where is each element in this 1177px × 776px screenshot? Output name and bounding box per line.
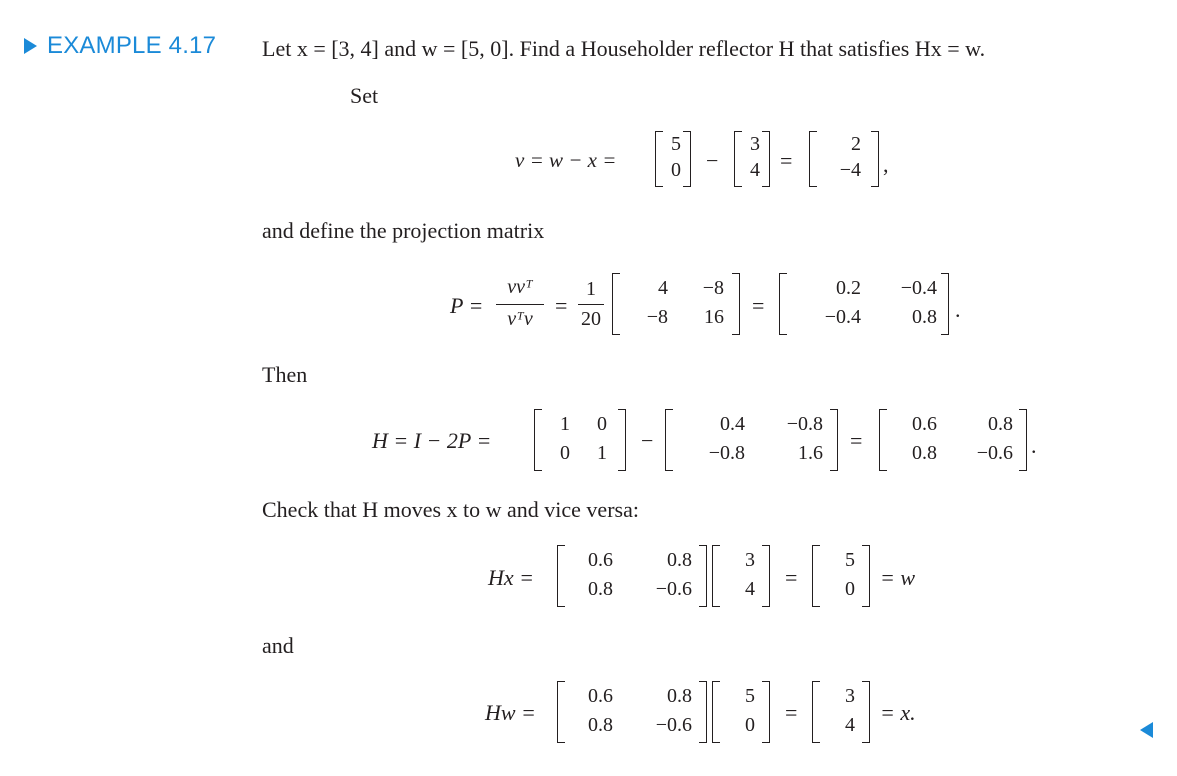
left-triangle-icon	[1140, 722, 1153, 738]
matrix-cell: 0.8	[588, 578, 613, 600]
eq4-tail: = w	[880, 565, 916, 590]
vector-x	[812, 681, 870, 743]
eq2-equals: =	[555, 293, 568, 318]
matrix-cell: −8	[646, 306, 668, 328]
vector-cell: 2	[851, 133, 861, 155]
fraction-numerator: vvᵀ	[507, 276, 533, 298]
define-text: and define the projection matrix	[262, 218, 545, 243]
matrix-2p	[665, 409, 838, 471]
eq5-tail: = x.	[880, 700, 916, 725]
eq2-equals: =	[752, 293, 765, 318]
matrix-cell: −0.4	[824, 306, 861, 328]
matrix-h	[557, 681, 707, 743]
vector-w	[712, 681, 770, 743]
vector-cell: 5	[671, 133, 681, 155]
right-triangle-icon	[24, 38, 37, 54]
eq5-equals: =	[785, 700, 798, 725]
matrix-cell: 0.8	[667, 549, 692, 571]
matrix-vvt	[612, 273, 740, 335]
eq1-lhs: v = w − x =	[515, 148, 617, 172]
vector-cell: −4	[839, 159, 861, 181]
matrix-cell: 0.2	[836, 277, 861, 299]
matrix-cell: 0	[597, 413, 607, 435]
matrix-cell: 0.6	[588, 549, 613, 571]
fraction-denominator: vᵀv	[507, 308, 533, 330]
vector-cell: 4	[745, 578, 755, 600]
matrix-cell: 0.4	[720, 413, 745, 435]
vector-x	[712, 545, 770, 607]
problem-statement: Let x = [3, 4] and w = [5, 0]. Find a Householder reflector H that satisfies Hx = w.	[262, 36, 986, 61]
eq5-lhs: Hw =	[485, 700, 536, 725]
matrix-cell: −0.6	[655, 714, 692, 736]
vector-cell: 5	[745, 685, 755, 707]
vector-cell: 3	[750, 133, 760, 155]
vector-v	[809, 131, 879, 187]
fraction-numerator: 1	[586, 278, 596, 300]
matrix-cell: −0.4	[900, 277, 937, 299]
vector-cell: 0	[671, 159, 681, 181]
identity-matrix	[534, 409, 626, 471]
fraction-bar	[496, 304, 544, 305]
matrix-cell: −8	[702, 277, 724, 299]
eq3-lhs: H = I − 2P =	[372, 428, 492, 453]
matrix-cell: 0.8	[667, 685, 692, 707]
vector-cell: 0	[845, 578, 855, 600]
eq3-equals: =	[850, 428, 863, 453]
vector-cell: 4	[750, 159, 760, 181]
fraction-bar	[578, 304, 604, 305]
matrix-cell: −0.8	[708, 442, 745, 464]
matrix-cell: 4	[658, 277, 668, 299]
vector-cell: 3	[845, 685, 855, 707]
vector-w	[655, 131, 691, 187]
matrix-cell: 1.6	[798, 442, 823, 464]
and-text: and	[262, 633, 294, 658]
matrix-p	[779, 273, 949, 335]
eq4-lhs: Hx =	[488, 565, 534, 590]
eq3-tail: .	[1031, 433, 1037, 458]
eq3-minus: −	[641, 428, 654, 453]
fraction-denominator: 20	[581, 308, 601, 330]
set-text: Set	[350, 83, 379, 108]
matrix-cell: 16	[704, 306, 724, 328]
matrix-cell: 1	[560, 413, 570, 435]
matrix-cell: 0.8	[588, 714, 613, 736]
matrix-cell: −0.6	[655, 578, 692, 600]
matrix-h	[879, 409, 1027, 471]
vector-cell: 3	[745, 549, 755, 571]
matrix-cell: 0	[560, 442, 570, 464]
matrix-h	[557, 545, 707, 607]
example-label: EXAMPLE 4.17	[47, 32, 217, 59]
matrix-cell: 0.8	[912, 442, 937, 464]
matrix-cell: 0.8	[912, 306, 937, 328]
eq4-equals: =	[785, 565, 798, 590]
matrix-cell: 0.6	[912, 413, 937, 435]
matrix-cell: −0.6	[976, 442, 1013, 464]
matrix-cell: 1	[597, 442, 607, 464]
matrix-cell: 0.8	[988, 413, 1013, 435]
vector-w	[812, 545, 870, 607]
check-text: Check that H moves x to w and vice versa:	[262, 497, 639, 522]
then-text: Then	[262, 362, 308, 387]
eq2-tail: .	[955, 297, 961, 322]
vector-x	[734, 131, 770, 187]
vector-cell: 5	[845, 549, 855, 571]
eq1-tail: ,	[883, 152, 889, 177]
vector-cell: 0	[745, 714, 755, 736]
eq1-minus: −	[706, 148, 719, 173]
matrix-cell: 0.6	[588, 685, 613, 707]
eq2-lhs: P =	[450, 293, 484, 318]
vector-cell: 4	[845, 714, 855, 736]
eq1-equals: =	[780, 148, 793, 173]
matrix-cell: −0.8	[786, 413, 823, 435]
